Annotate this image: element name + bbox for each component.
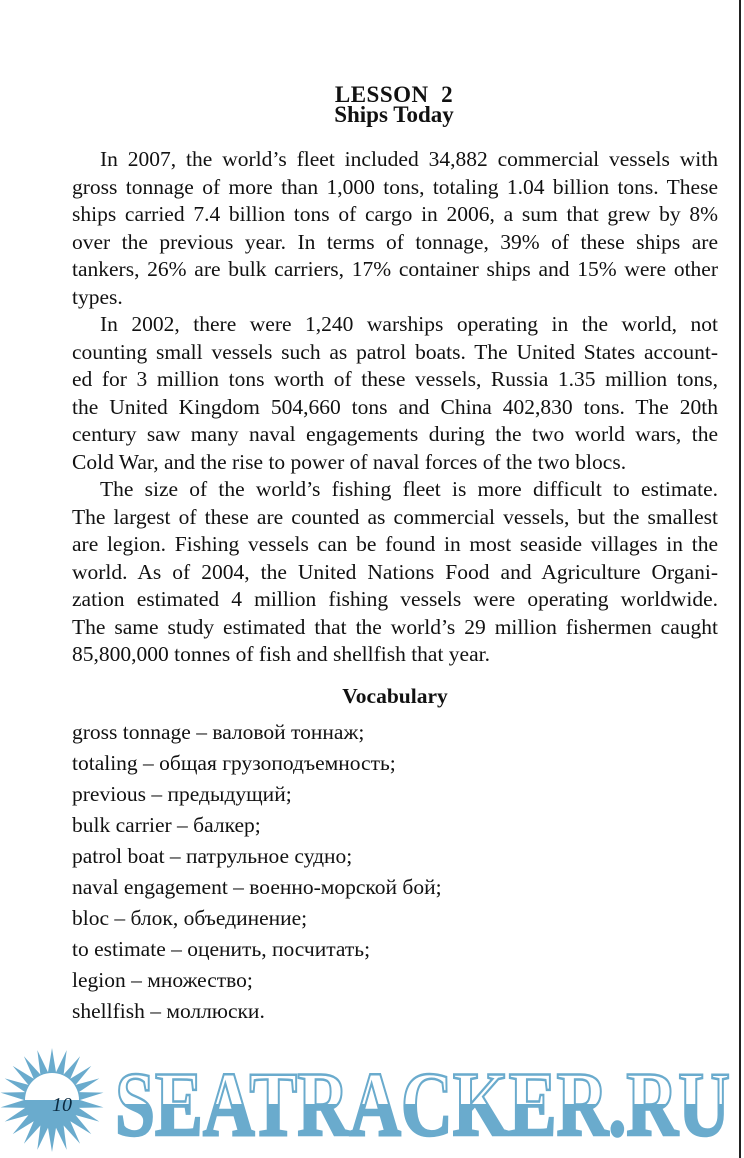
vocabulary-item: gross tonnage – валовой тоннаж; [72, 720, 365, 744]
text-line: ed for 3 million tons worth of these vessels, Russia 1.35 million tons, [72, 367, 718, 391]
text-line: The largest of these are counted as commercial vessels, but the smallest [72, 504, 718, 529]
lesson-title: Ships Today [334, 102, 454, 127]
page-number: 10 [52, 1094, 72, 1116]
text-line: In 2007, the world’s fleet included 34,882 commercial vessels with [100, 147, 718, 171]
text-line: The size of the world’s fishing fleet is more difficult to estimate. [100, 477, 718, 501]
text-line: 85,800,000 tonnes of fish and shellfish that year. [72, 642, 490, 666]
vocabulary-item: bloc – блок, объединение; [72, 906, 308, 930]
lesson-text [72, 146, 718, 669]
watermark-text: SEATRACKER.RU [115, 1053, 730, 1155]
page-edge-line [739, 0, 741, 1158]
text-line: ships carried 7.4 billion tons of cargo in 2006, a sum that grew by 8% [72, 202, 718, 226]
text-line: gross tonnage of more than 1,000 tons, totaling 1.04 billion tons. These [72, 174, 718, 199]
vocabulary-item: bulk carrier – балкер; [72, 813, 261, 837]
vocabulary-item: legion – множество; [72, 968, 253, 992]
paragraph [72, 476, 718, 669]
text-line: counting small vessels such as patrol boats. The United States account- [72, 339, 718, 364]
text-line: In 2002, there were 1,240 warships operating in the world, not [100, 312, 718, 336]
text-line: types. [72, 284, 123, 309]
vocabulary-item: naval engagement – военно-морской бой; [72, 875, 442, 899]
vocabulary-item: totaling – общая грузоподъемность; [72, 751, 396, 775]
text-line: world. As of 2004, the United Nations Food and Agriculture Organi- [72, 559, 718, 584]
vocabulary-heading: Vocabulary [342, 684, 448, 708]
text-line: tankers, 26% are bulk carriers, 17% container ships and 15% were other [72, 257, 718, 281]
vocabulary-item: previous – предыдущий; [72, 782, 292, 806]
vocabulary-item: patrol boat – патрульное судно; [72, 844, 353, 868]
paragraph [72, 311, 718, 476]
text-line: The same study estimated that the world’s 29 million fishermen caught [72, 614, 718, 639]
paragraph [72, 146, 718, 311]
text-line: century saw many naval engagements during the two world wars, the [72, 422, 718, 446]
watermark-logo [0, 1040, 744, 1158]
text-line: zation estimated 4 million fishing vessels were operating worldwide. [72, 587, 718, 611]
text-line: are legion. Fishing vessels can be found in most seaside villages in the [72, 532, 718, 556]
vocabulary-item: shellfish – моллюски. [72, 999, 265, 1023]
text-line: Cold War, and the rise to power of naval forces of the two blocs. [72, 449, 627, 474]
vocabulary-list [72, 717, 442, 1027]
text-line: the United Kingdom 504,660 tons and China 402,830 tons. The 20th [72, 394, 718, 419]
text-line: over the previous year. In terms of tonnage, 39% of these ships are [72, 229, 718, 254]
vocabulary-item: to estimate – оценить, посчитать; [72, 937, 371, 961]
lesson-number: LESSON 2 [334, 82, 454, 107]
